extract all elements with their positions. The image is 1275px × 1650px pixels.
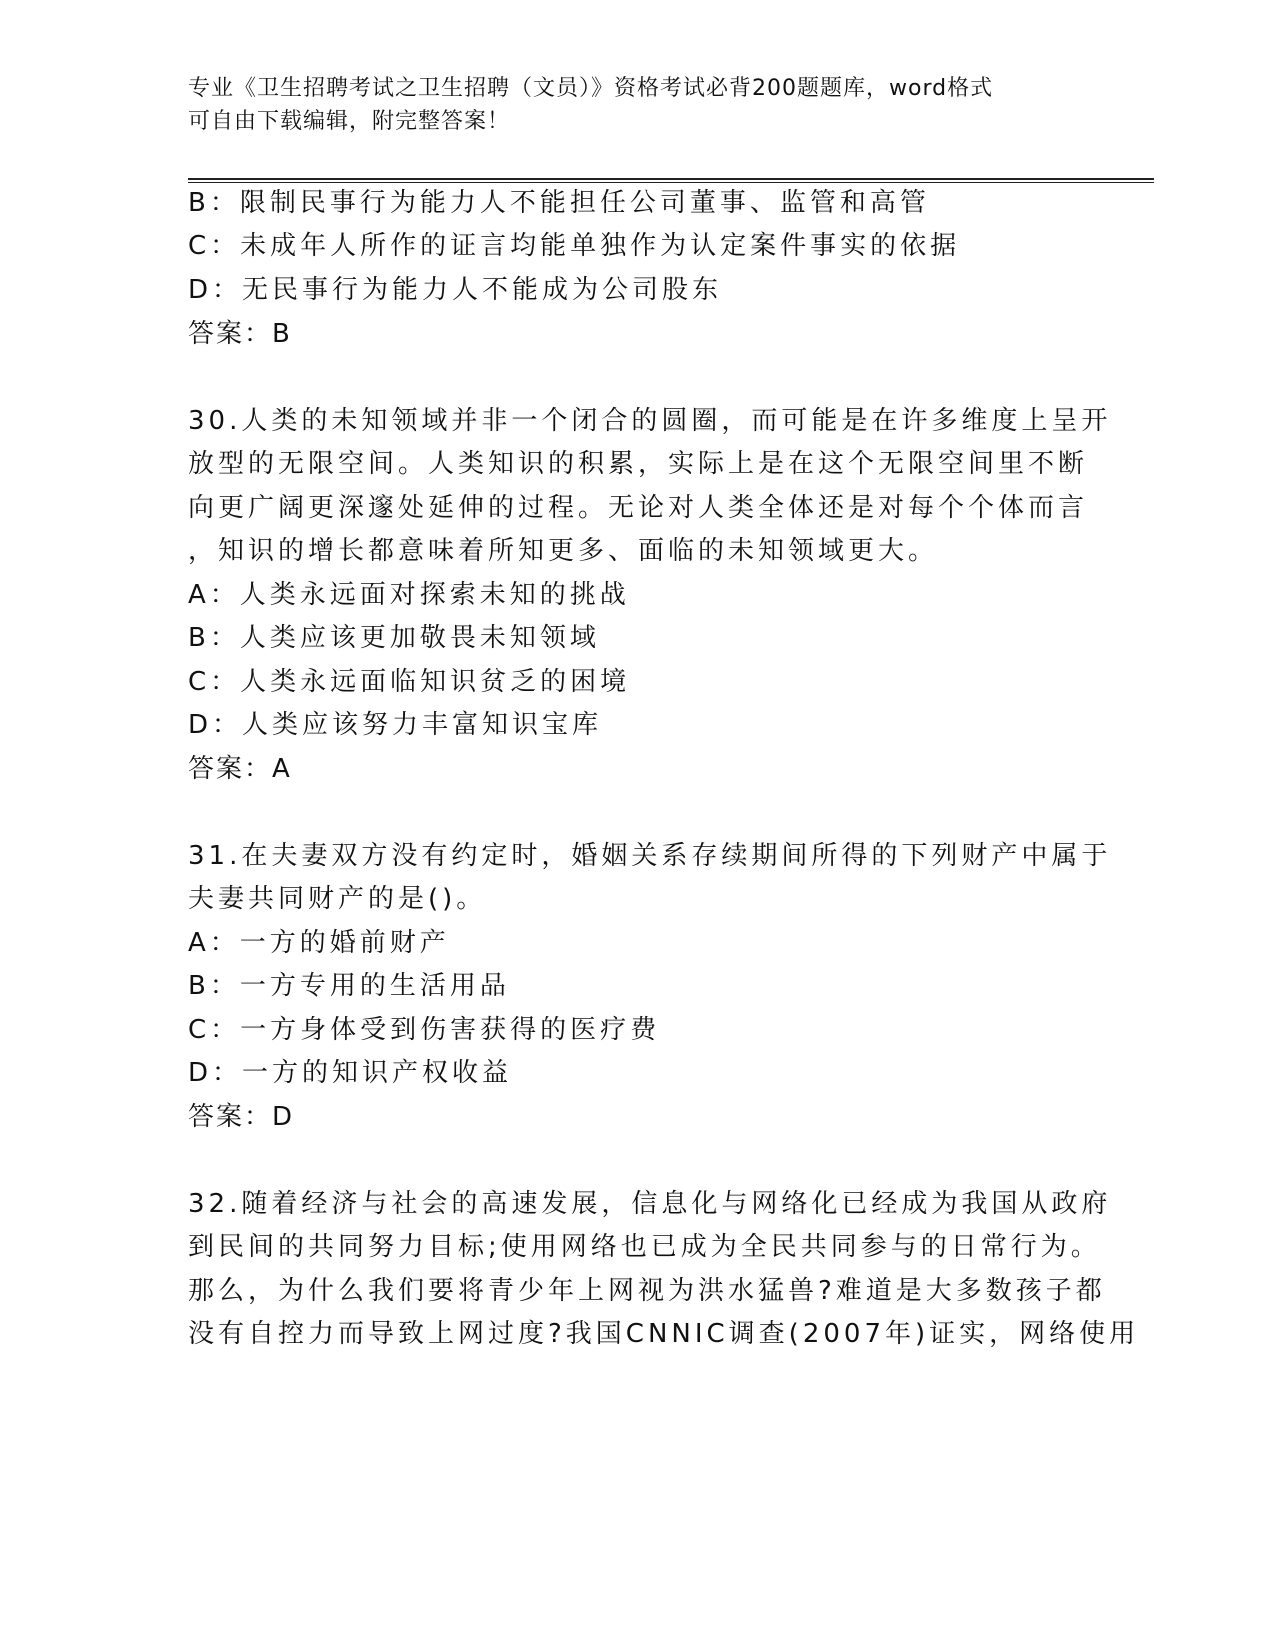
q30-option-a: A：人类永远面对探索未知的挑战 — [188, 580, 630, 610]
q31-answer: 答案：D — [188, 1102, 295, 1132]
q31-stem-line: 夫妻共同财产的是()。 — [188, 884, 487, 914]
q32-stem-line: 那么，为什么我们要将青少年上网视为洪水猛兽?难道是大多数孩子都 — [188, 1276, 1106, 1306]
q30-option-d: D：人类应该努力丰富知识宝库 — [188, 710, 603, 740]
q32-stem-line: 32.随着经济与社会的高速发展，信息化与网络化已经成为我国从政府 — [188, 1189, 1112, 1219]
header-divider — [188, 178, 1154, 180]
q31-option-b: B：一方专用的生活用品 — [188, 971, 510, 1001]
document-header — [188, 72, 1088, 138]
q30-option-b: B：人类应该更加敬畏未知领域 — [188, 623, 600, 653]
q30-stem-line: 30.人类的未知领域并非一个闭合的圆圈，而可能是在许多维度上呈开 — [188, 406, 1112, 436]
q30-option-c: C：人类永远面临知识贫乏的困境 — [188, 667, 631, 697]
q30-stem-line: ，知识的增长都意味着所知更多、面临的未知领域更大。 — [188, 536, 939, 566]
q29-option-d: D：无民事行为能力人不能成为公司股东 — [188, 275, 723, 305]
q31-stem-line: 31.在夫妻双方没有约定时，婚姻关系存续期间所得的下列财产中属于 — [188, 841, 1112, 871]
header-subtitle-line: 可自由下载编辑，附完整答案！ — [188, 109, 511, 134]
header-divider-thin — [188, 182, 1154, 183]
q32-stem-line: 没有自控力而导致上网过度?我国CNNIC调查(2007年)证实，网络使用 — [188, 1319, 1140, 1349]
q32-stem-line: 到民间的共同努力目标;使用网络也已成为全民共同参与的日常行为。 — [188, 1232, 1101, 1262]
q30-stem-line: 向更广阔更深邃处延伸的过程。无论对人类全体还是对每个个体而言 — [188, 493, 1089, 523]
q31-option-d: D：一方的知识产权收益 — [188, 1058, 513, 1088]
q29-answer: 答案：B — [188, 319, 292, 349]
q31-option-c: C：一方身体受到伤害获得的医疗费 — [188, 1015, 661, 1045]
q29-option-b: B：限制民事行为能力人不能担任公司董事、监管和高管 — [188, 188, 930, 218]
q31-option-a: A：一方的婚前财产 — [188, 928, 450, 958]
q30-stem-line: 放型的无限空间。人类知识的积累，实际上是在这个无限空间里不断 — [188, 449, 1089, 479]
q29-option-c: C：未成年人所作的证言均能单独作为认定案件事实的依据 — [188, 231, 961, 261]
header-title-line: 专业《卫生招聘考试之卫生招聘（文员）》资格考试必背200题题库，word格式 — [188, 76, 994, 101]
q30-answer: 答案：A — [188, 754, 292, 784]
